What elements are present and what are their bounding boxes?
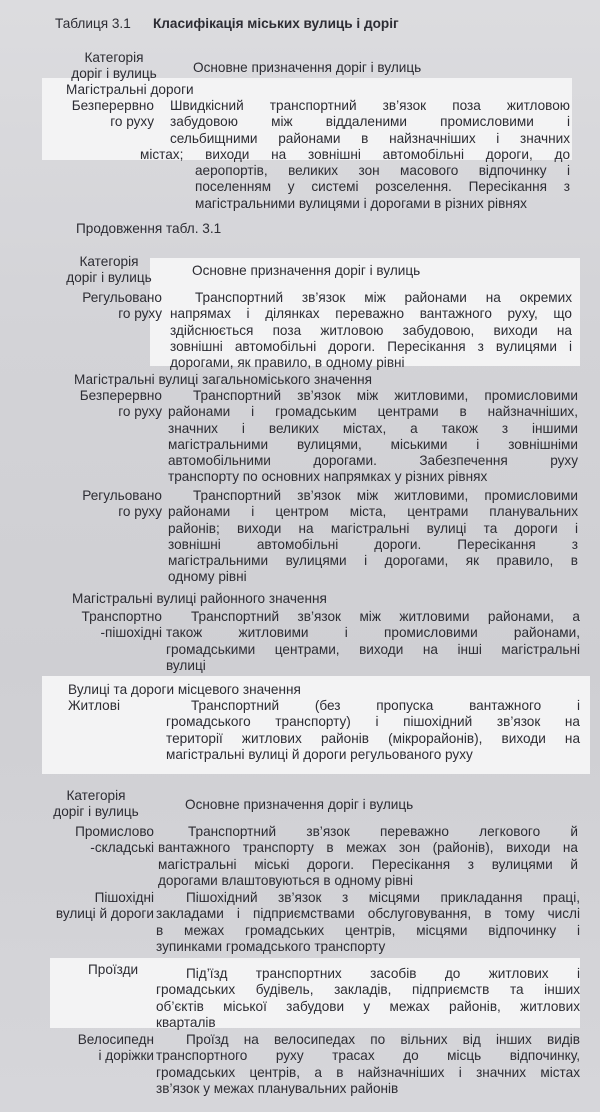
row-category: Регульовано го руху <box>82 290 162 322</box>
row-category: Житлові <box>68 698 120 713</box>
row-description: Транспортний зв’язок між житловими районами, а також житловими і промисловими районами, громадськими центрами, виходи на інші магістральні вулиці <box>166 609 580 673</box>
row-description: Транспортний зв’язок між житловими, промисловими районами і громадським центрами в найзначніших, значних і великих містах, а також з іншими магістральними вулицями, міськими і зовнішніми автомобільними дорогами. Забезпечення руху транспорту по основних напрямках у різних рівнях <box>168 388 578 485</box>
section-heading: Магістральні дороги <box>66 82 194 97</box>
column-header-category: Категорія доріг і вулиць <box>71 50 157 82</box>
row-category: Безперервно го руху <box>79 388 162 420</box>
section-heading: Магістральні вулиці районного значення <box>72 591 327 606</box>
column-header-category: Категорія доріг і вулиць <box>53 788 139 820</box>
row-category: Велосипедн і доріжки <box>77 1032 154 1064</box>
row-description: Транспортний зв’язок між житловими, промисловими районами і центром міста, центрами планувальних районів; виходи на магістральні вулиці та дороги і зовнішні автомобільні дороги. Пересікання з магістральними вулицями і дорогами, як правило, в одному рівні <box>168 488 578 585</box>
row-description: Транспортний зв’язок між районами на окремих напрямах і ділянках переважно вантажного руху, що здійснюється поза житловою забудовою, виходи на зовнішні автомобільні дороги. Пересікання з вулицями і дорогами, як правило, в одному рівні <box>170 290 572 371</box>
table-caption-title: Класифікація міських вулиць і доріг <box>153 16 399 31</box>
row-category: Промислово -складські <box>75 824 154 856</box>
row-description: Швидкісний транспортний зв’язок поза житловою забудовою між віддаленими промисловими і сельбищними районами в найзначніших і значних містах; виходи на зовнішні автомобільні дороги, до аеропортів, великих зон масового відпочинку і поселенням у системі розселення. Пересікання з магістральними вулицями і дорогами в різних рівнях <box>140 98 570 211</box>
continuation-label: Продовження табл. 3.1 <box>76 221 222 236</box>
row-description: Проїзд на велосипедах по вільних від інших видів транспортного руху трасах до місць відпочинку, громадських центрів, а в найзначніших і значних містах зв’язок у межах планувальних районів <box>156 1032 580 1096</box>
row-category: Транспортно -пішохідні <box>81 609 162 641</box>
column-header-purpose: Основне призначення доріг і вулиць <box>193 60 422 75</box>
column-header-purpose: Основне призначення доріг і вулиць <box>185 797 414 812</box>
row-category: Безперервно го руху <box>71 98 154 130</box>
row-description: Під’їзд транспортних засобів до житлових і громадських будівель, закладів, підприємств та інших об’єктів міської забудови у межах районів, житлових кварталів <box>156 966 580 1030</box>
row-category: Регульовано го руху <box>82 488 162 520</box>
row-description: Транспортний зв’язок переважно легкового й вантажного транспорту в межах зон (районів), виходи на магістральні міські дороги. Пересікання з вулицями й дорогами влаштовуються в одному рівні <box>158 824 578 888</box>
row-description: Пішохідний зв’язок з місцями прикладання праці, закладами і підприємствами обслуговування, в тому числі в межах громадських центрів, місцями відпочинку і зупинками громадського транспорту <box>156 890 580 954</box>
section-heading: Вулиці та дороги місцевого значення <box>68 682 301 697</box>
section-heading: Магістральні вулиці загальноміського значення <box>74 372 373 387</box>
table-caption-label: Таблиця 3.1 <box>55 16 131 31</box>
row-category: Проїзди <box>88 962 139 977</box>
column-header-category: Категорія доріг і вулиць <box>66 254 152 286</box>
row-description: Транспортний (без пропуска вантажного і громадського транспорту) і пішохідний зв’язок на території житлових районів (мікрорайонів), виходи на магістральні вулиці й дороги регульованого руху <box>166 698 580 762</box>
row-category: Пішохідні вулиці й дороги <box>55 890 154 922</box>
column-header-purpose: Основне призначення доріг і вулиць <box>192 263 421 278</box>
